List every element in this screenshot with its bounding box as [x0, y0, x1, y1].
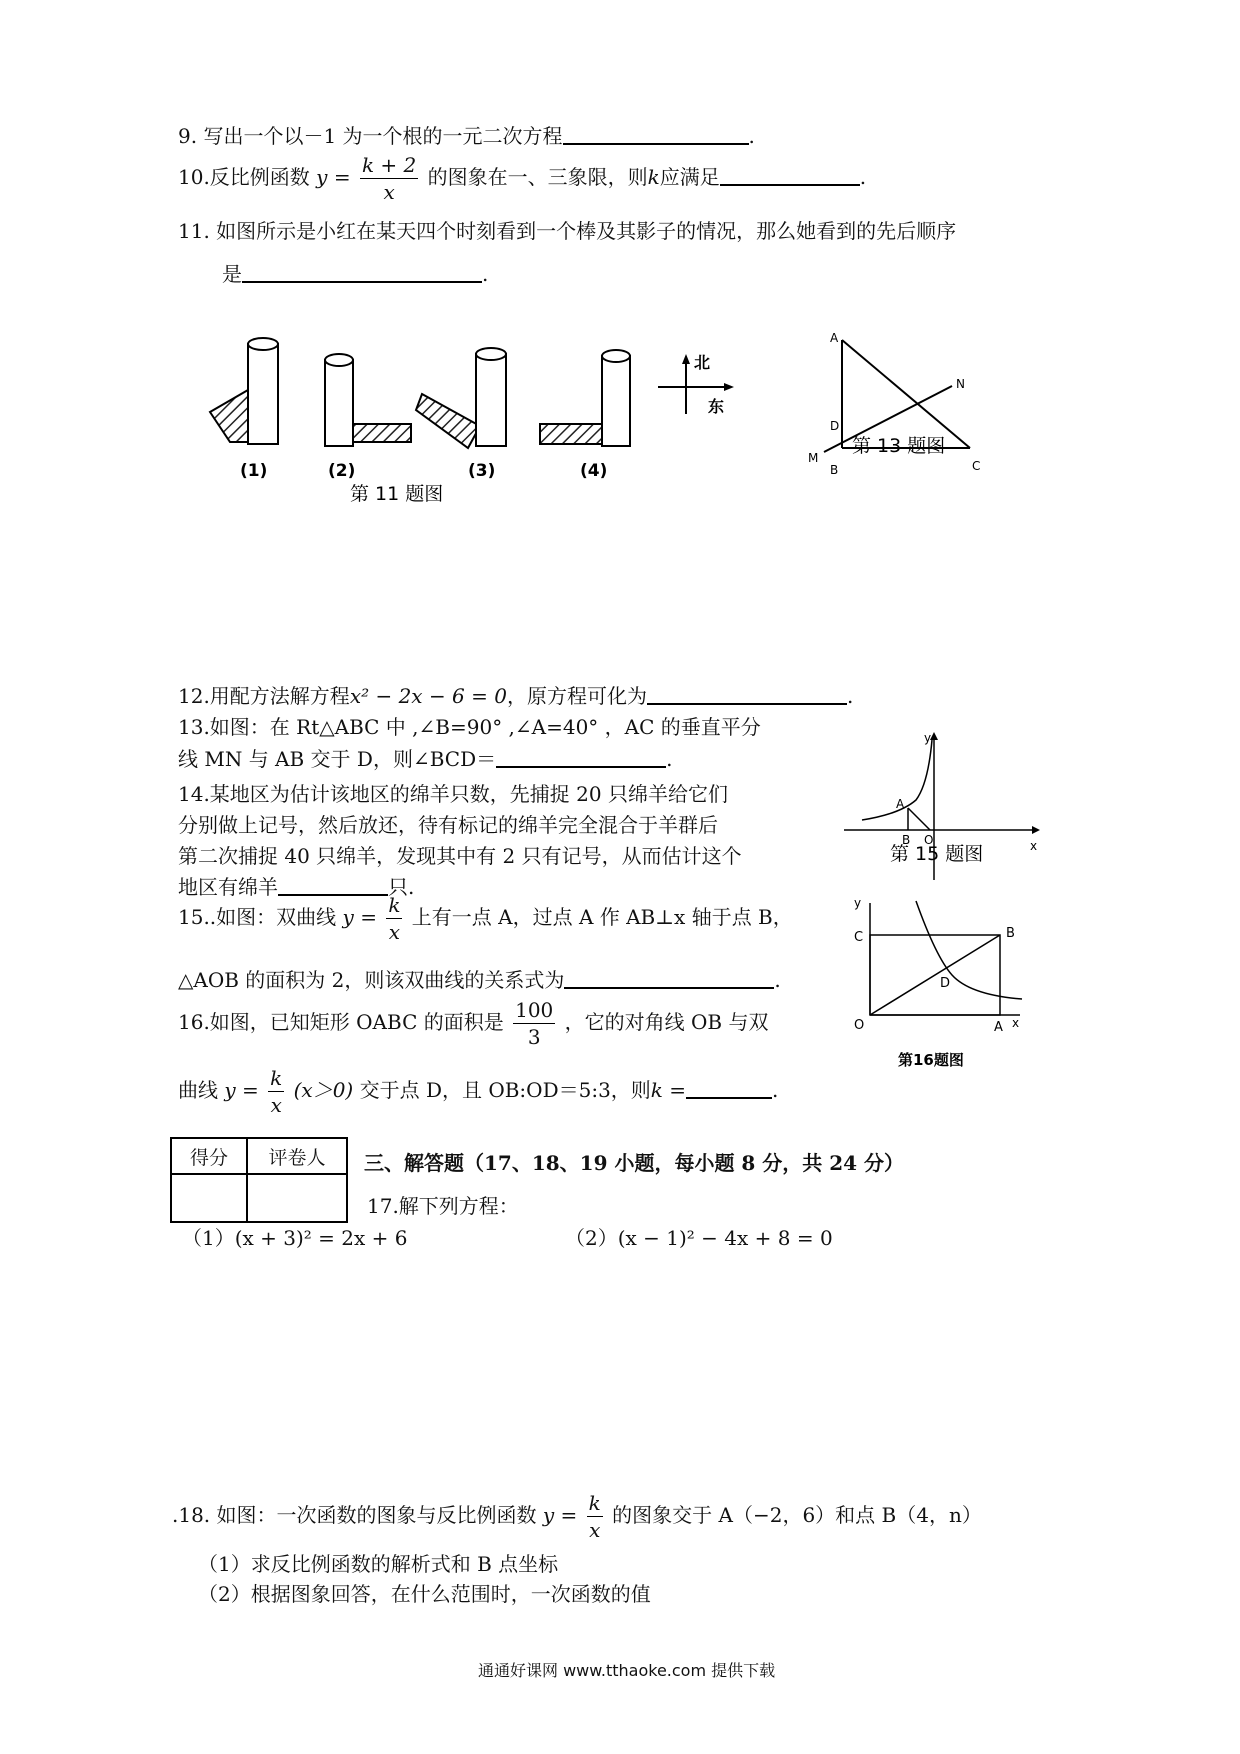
question-12: 12.用配方法解方程x² − 2x − 6 = 0，原方程可化为 .	[178, 684, 854, 708]
east-label: 东	[708, 397, 725, 416]
figure-13-caption: 第 13 题图	[852, 435, 946, 457]
stick-4	[540, 350, 630, 446]
question-11-line2: 是 .	[222, 262, 489, 286]
stick-3	[416, 348, 506, 448]
question-18-sub1: （1）求反比例函数的解析式和 B 点坐标	[198, 1552, 559, 1576]
question-17-part1: （1）(x + 3)² = 2x + 6	[182, 1226, 408, 1250]
figure-13	[800, 330, 990, 480]
fraction: $\frac{100}{3}$	[515, 998, 554, 1049]
answer-blank	[242, 263, 482, 283]
question-16-line2: 曲线 y = $\frac{k}{x}$ (x＞0) 交于点 D，且 OB:OD＝5:3，则k = .	[178, 1066, 779, 1117]
svg-text:B: B	[1006, 926, 1015, 941]
compass-icon	[658, 353, 734, 416]
svg-text:D: D	[830, 419, 840, 433]
question-9: 9. 写出一个以－1 为一个根的一元二次方程 .	[178, 124, 755, 148]
question-15: 15..如图：双曲线 y = $\frac{k}{x}$ 上有一点 A，过点 A 作 AB⊥x 轴于点 B，	[178, 893, 793, 944]
svg-text:C: C	[854, 930, 864, 945]
figure-11-caption: 第 11 题图	[350, 483, 444, 505]
stick-2	[325, 354, 411, 446]
svg-text:x: x	[1012, 1016, 1020, 1030]
label-2: (2)	[328, 461, 356, 481]
question-17-part2: （2）(x − 1)² − 4x + 8 = 0	[565, 1226, 833, 1250]
grader-cell[interactable]	[247, 1174, 347, 1222]
svg-text:D: D	[940, 976, 951, 991]
north-label: 北	[694, 353, 711, 372]
question-14-line3: 第二次捕捉 40 只绵羊，发现其中有 2 只有记号，从而估计这个	[178, 844, 742, 868]
svg-text:O: O	[924, 833, 934, 847]
answer-blank	[720, 166, 860, 186]
label-3: (3)	[468, 461, 496, 481]
label-4: (4)	[580, 461, 608, 481]
score-header: 得分	[171, 1138, 247, 1174]
answer-blank	[563, 125, 749, 145]
score-cell[interactable]	[171, 1174, 247, 1222]
answer-blank	[496, 748, 666, 768]
answer-blank	[647, 685, 847, 705]
section-3-title: 三、解答题（17、18、19 小题，每小题 8 分，共 24 分）	[364, 1151, 905, 1175]
question-11-line1: 11. 如图所示是小红在某天四个时刻看到一个棒及其影子的情况，那么她看到的先后顺序	[178, 219, 957, 243]
svg-text:A: A	[896, 797, 905, 811]
question-17-title: 17.解下列方程：	[367, 1194, 519, 1218]
svg-text:B: B	[902, 833, 911, 847]
svg-text:x: x	[1030, 839, 1038, 853]
svg-text:M: M	[808, 451, 819, 465]
stick-1	[210, 338, 278, 444]
svg-text:y: y	[924, 731, 932, 745]
label-1: (1)	[240, 461, 268, 481]
question-15-line2: △AOB 的面积为 2，则该双曲线的关系式为 .	[178, 968, 781, 992]
question-18-sub2: （2）根据图象回答，在什么范围时，一次函数的值	[198, 1582, 651, 1606]
question-14-line1: 14.某地区为估计该地区的绵羊只数，先捕捉 20 只绵羊给它们	[178, 782, 728, 806]
svg-text:O: O	[854, 1018, 865, 1033]
figure-16-caption: 第16题图	[898, 1051, 964, 1069]
fraction: $\frac{k}{x}$	[588, 1491, 601, 1542]
fraction: $\frac{k}{x}$	[270, 1066, 283, 1117]
figure-16	[840, 895, 1040, 1075]
svg-text:B: B	[830, 463, 839, 477]
question-14-line4: 地区有绵羊 只.	[178, 875, 415, 899]
svg-text:A: A	[994, 1020, 1003, 1035]
answer-blank	[686, 1079, 772, 1099]
question-14-line2: 分别做上记号，然后放还，待有标记的绵羊完全混合于羊群后	[178, 813, 718, 837]
question-10: 10.反比例函数 y = $\frac{k + 2}{x}$ 的图象在一、三象限，则k应满足 .	[178, 153, 867, 204]
figure-15-caption: 第 15 题图	[890, 843, 984, 865]
fraction: $\frac{k + 2}{x}$	[361, 153, 417, 204]
question-13-line2: 线 MN 与 AB 交于 D，则∠BCD＝ .	[178, 747, 673, 771]
question-18: .18. 如图：一次函数的图象与反比例函数 y = $\frac{k}{x}$ 的图象交于 A（−2，6）和点 B（4，n）	[172, 1491, 982, 1542]
fraction: $\frac{k}{x}$	[388, 893, 401, 944]
answer-blank	[564, 969, 774, 989]
figure-11	[200, 330, 760, 510]
svg-text:A: A	[830, 331, 839, 345]
svg-text:C: C	[972, 459, 981, 473]
score-table	[170, 1137, 348, 1223]
question-13-line1: 13.如图：在 Rt△ABC 中 ,∠B=90° ,∠A=40° ，AC 的垂直平分	[178, 715, 761, 739]
svg-text:y: y	[854, 896, 862, 910]
figure-15	[840, 730, 1040, 890]
grader-header: 评卷人	[247, 1138, 347, 1174]
footer: 通通好课网 www.tthaoke.com 提供下载	[478, 1661, 776, 1680]
svg-text:N: N	[956, 377, 965, 391]
question-16: 16.如图，已知矩形 OABC 的面积是 $\frac{100}{3}$ ，它的对角线 OB 与双	[178, 998, 769, 1049]
